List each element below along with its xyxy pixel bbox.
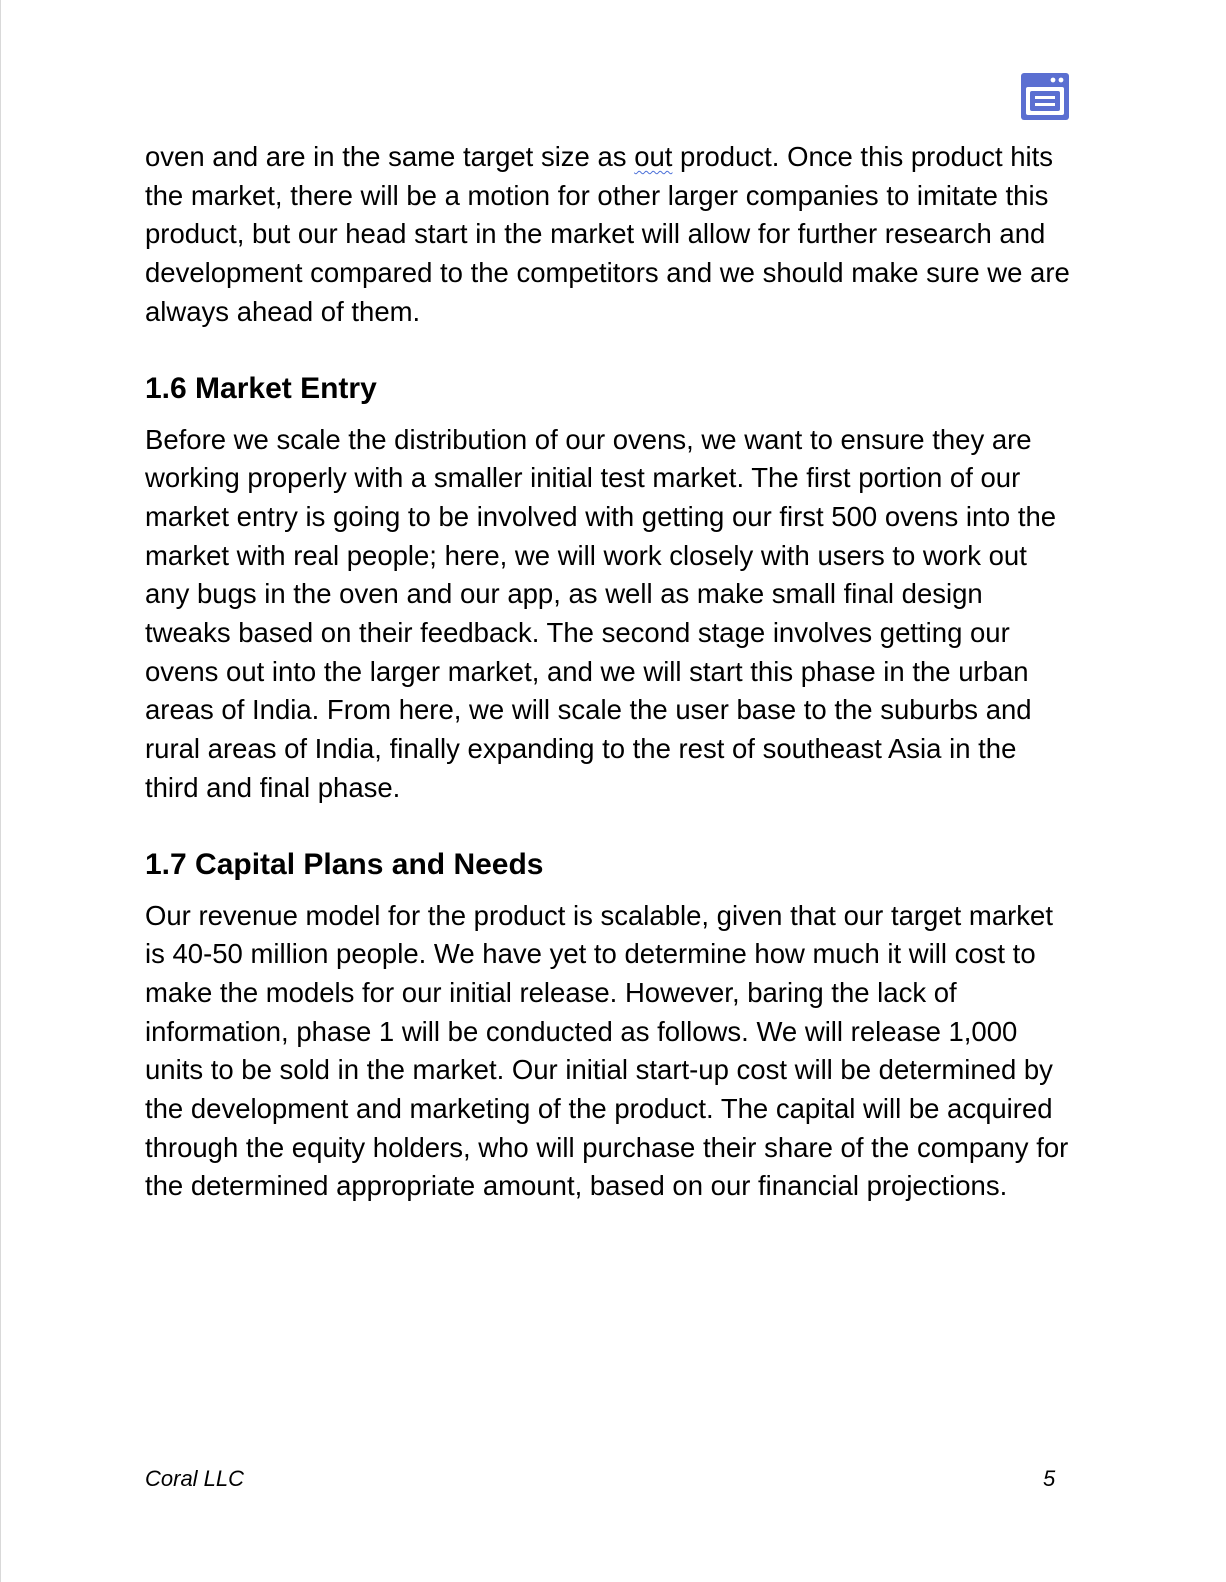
heading-market-entry: 1.6 Market Entry bbox=[145, 371, 377, 405]
intro-text-end: product. Once this product hits the market, there will be a motion for other larger companies to imitate this product, but our head start in the market will allow for further research and development compared to the competitors and we should make sure we are always ahead of them. bbox=[145, 141, 1070, 327]
oven-icon bbox=[1020, 72, 1070, 121]
document-body bbox=[145, 138, 1075, 1206]
paragraph-capital-plans: Our revenue model for the product is scalable, given that our target market is 40-50 million people. We have yet to determine how much it will cost to make the models for our initial release. However, baring the lack of information, phase 1 will be conducted as follows. We will release 1,000 units to be sold in the market. Our initial start-up cost will be determined by the development and marketing of the product. The capital will be acquired through the equity holders, who will purchase their share of the company for the determined appropriate amount, based on our financial projections. bbox=[145, 899, 1069, 1202]
paragraph-intro bbox=[145, 138, 1075, 332]
heading-capital-plans: 1.7 Capital Plans and Needs bbox=[145, 847, 544, 881]
footer-page-number: 5 bbox=[1043, 1466, 1056, 1491]
intro-text-start: oven and are in the same target size as bbox=[145, 141, 635, 172]
paragraph-market-entry: Before we scale the distribution of our ovens, we want to ensure they are working properly with a smaller initial test market. The first portion of our market entry is going to be involved with getting our first 500 ovens into the market with real people; here, we will work closely with users to work out any bugs in the oven and our app, as well as make small final design tweaks based on their feedback. The second stage involves getting our ovens out into the larger market, and we will start this phase in the urban areas of India. From here, we will scale the user base to the suburbs and rural areas of India, finally expanding to the rest of southeast Asia in the third and final phase. bbox=[145, 423, 1057, 803]
page-edge bbox=[0, 0, 1, 1582]
footer-company: Coral LLC bbox=[145, 1466, 245, 1491]
spellcheck-word[interactable]: out bbox=[634, 141, 673, 172]
